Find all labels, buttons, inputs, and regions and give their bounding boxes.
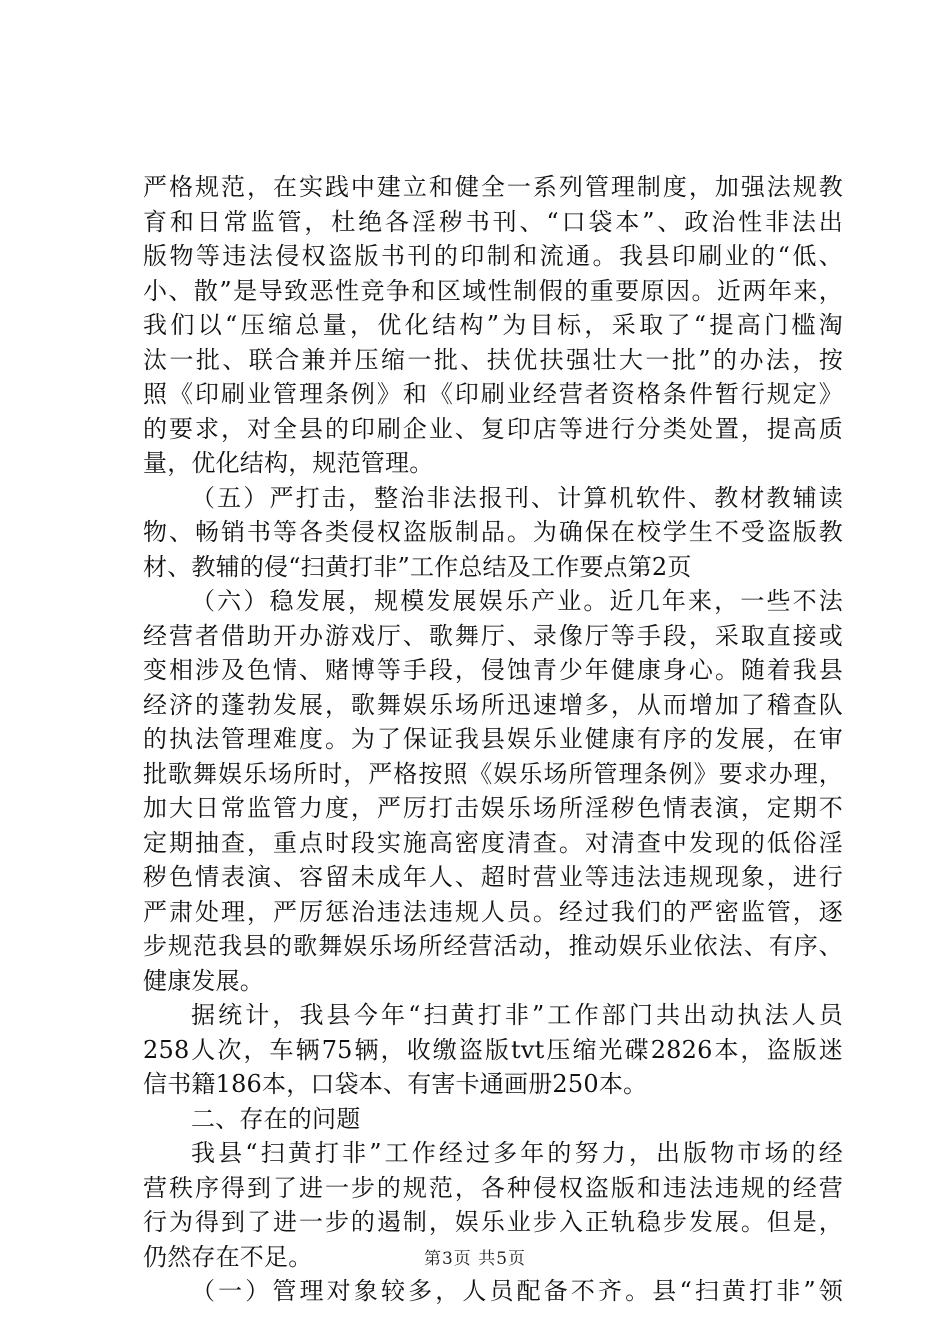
text-line: 小、散”是导致恶性竞争和区域性制假的重要原因。近两年来， — [143, 276, 843, 305]
text-line: 行为得到了进一步的遏制，娱乐业步入正轨稳步发展。但是， — [143, 1208, 843, 1236]
text-line: 经济的蓬勃发展，歌舞娱乐场所迅速增多，从而增加了稽查队 — [143, 690, 843, 719]
text-line: 加大日常监管力度，严厉打击娱乐场所淫秽色情表演，定期不 — [143, 794, 843, 822]
text-line: 的要求，对全县的印刷企业、复印店等进行分类处置，提高质 — [143, 414, 843, 443]
text-line: 经营者借助开办游戏厅、歌舞厅、录像厅等手段，采取直接或 — [143, 621, 843, 650]
text-line: 我们以“压缩总量，优化结构”为目标，采取了“提高门槛淘 — [143, 311, 843, 339]
text-line: 营秩序得到了进一步的规范，各种侵权盗版和违法违规的经营 — [143, 1173, 843, 1202]
text-line: 秽色情表演、容留未成年人、超时营业等违法违规现象，进行 — [143, 863, 843, 891]
statistics-paragraph: 据统计，我县今年“扫黄打非”工作部门共出动执法人员 — [191, 1001, 843, 1029]
text-line: 仍然存在不足。 — [143, 1242, 313, 1271]
document-body — [143, 170, 843, 1309]
text-line: 批歌舞娱乐场所时，严格按照《娱乐场所管理条例》要求办理， — [143, 759, 843, 788]
text-line: 严肃处理，严厉惩治违法违规人员。经过我们的严密监管，逐 — [143, 897, 843, 926]
text-line: 定期抽查，重点时段实施高密度清查。对清查中发现的低俗淫 — [143, 828, 843, 857]
text-line: 物、畅销书等各类侵权盗版制品。为确保在校学生不受盗版教 — [143, 518, 843, 546]
text-line: 育和日常监管，杜绝各淫秽书刊、“口袋本”、政治性非法出 — [143, 207, 843, 236]
paragraph-heading-1: （一）管理对象较多，人员配备不齐。县“扫黄打非”领 — [191, 1277, 843, 1305]
page-number-footer: 第3页 共5页 — [423, 1249, 527, 1269]
paragraph-heading-5: （五）严打击，整治非法报刊、计算机软件、教材教辅读 — [191, 483, 843, 512]
text-line: 健康发展。 — [143, 966, 264, 995]
paragraph-heading-6: （六）稳发展，规模发展娱乐产业。近几年来，一些不法 — [191, 587, 843, 615]
text-line: 变相涉及色情、赌博等手段，侵蚀青少年健康身心。随着我县 — [143, 656, 843, 684]
text-line: 我县“扫黄打非”工作经过多年的努力，出版物市场的经 — [191, 1139, 843, 1167]
text-line: 量，优化结构，规范管理。 — [143, 449, 434, 477]
text-line: 步规范我县的歌舞娱乐场所经营活动，推动娱乐业依法、有序、 — [143, 932, 843, 960]
text-line: 汰一批、联合兼并压缩一批、扶优扶强壮大一批”的办法，按 — [143, 345, 843, 374]
text-line: 严格规范，在实践中建立和健全一系列管理制度，加强法规教 — [143, 173, 843, 201]
text-line: 的执法管理难度。为了保证我县娱乐业健康有序的发展，在审 — [143, 725, 843, 753]
text-line: 信书籍186本，口袋本、有害卡通画册250本。 — [143, 1070, 648, 1098]
text-line: 版物等违法侵权盗版书刊的印制和流通。我县印刷业的“低、 — [143, 242, 843, 270]
text-line: 258人次，车辆75辆，收缴盗版tvt压缩光碟2826本，盗版迷 — [143, 1035, 843, 1064]
text-line: 材、教辅的侵“扫黄打非”工作总结及工作要点第2页 — [143, 552, 692, 581]
section-heading: 二、存在的问题 — [191, 1104, 361, 1133]
text-line: 照《印刷业管理条例》和《印刷业经营者资格条件暂行规定》 — [143, 380, 843, 408]
